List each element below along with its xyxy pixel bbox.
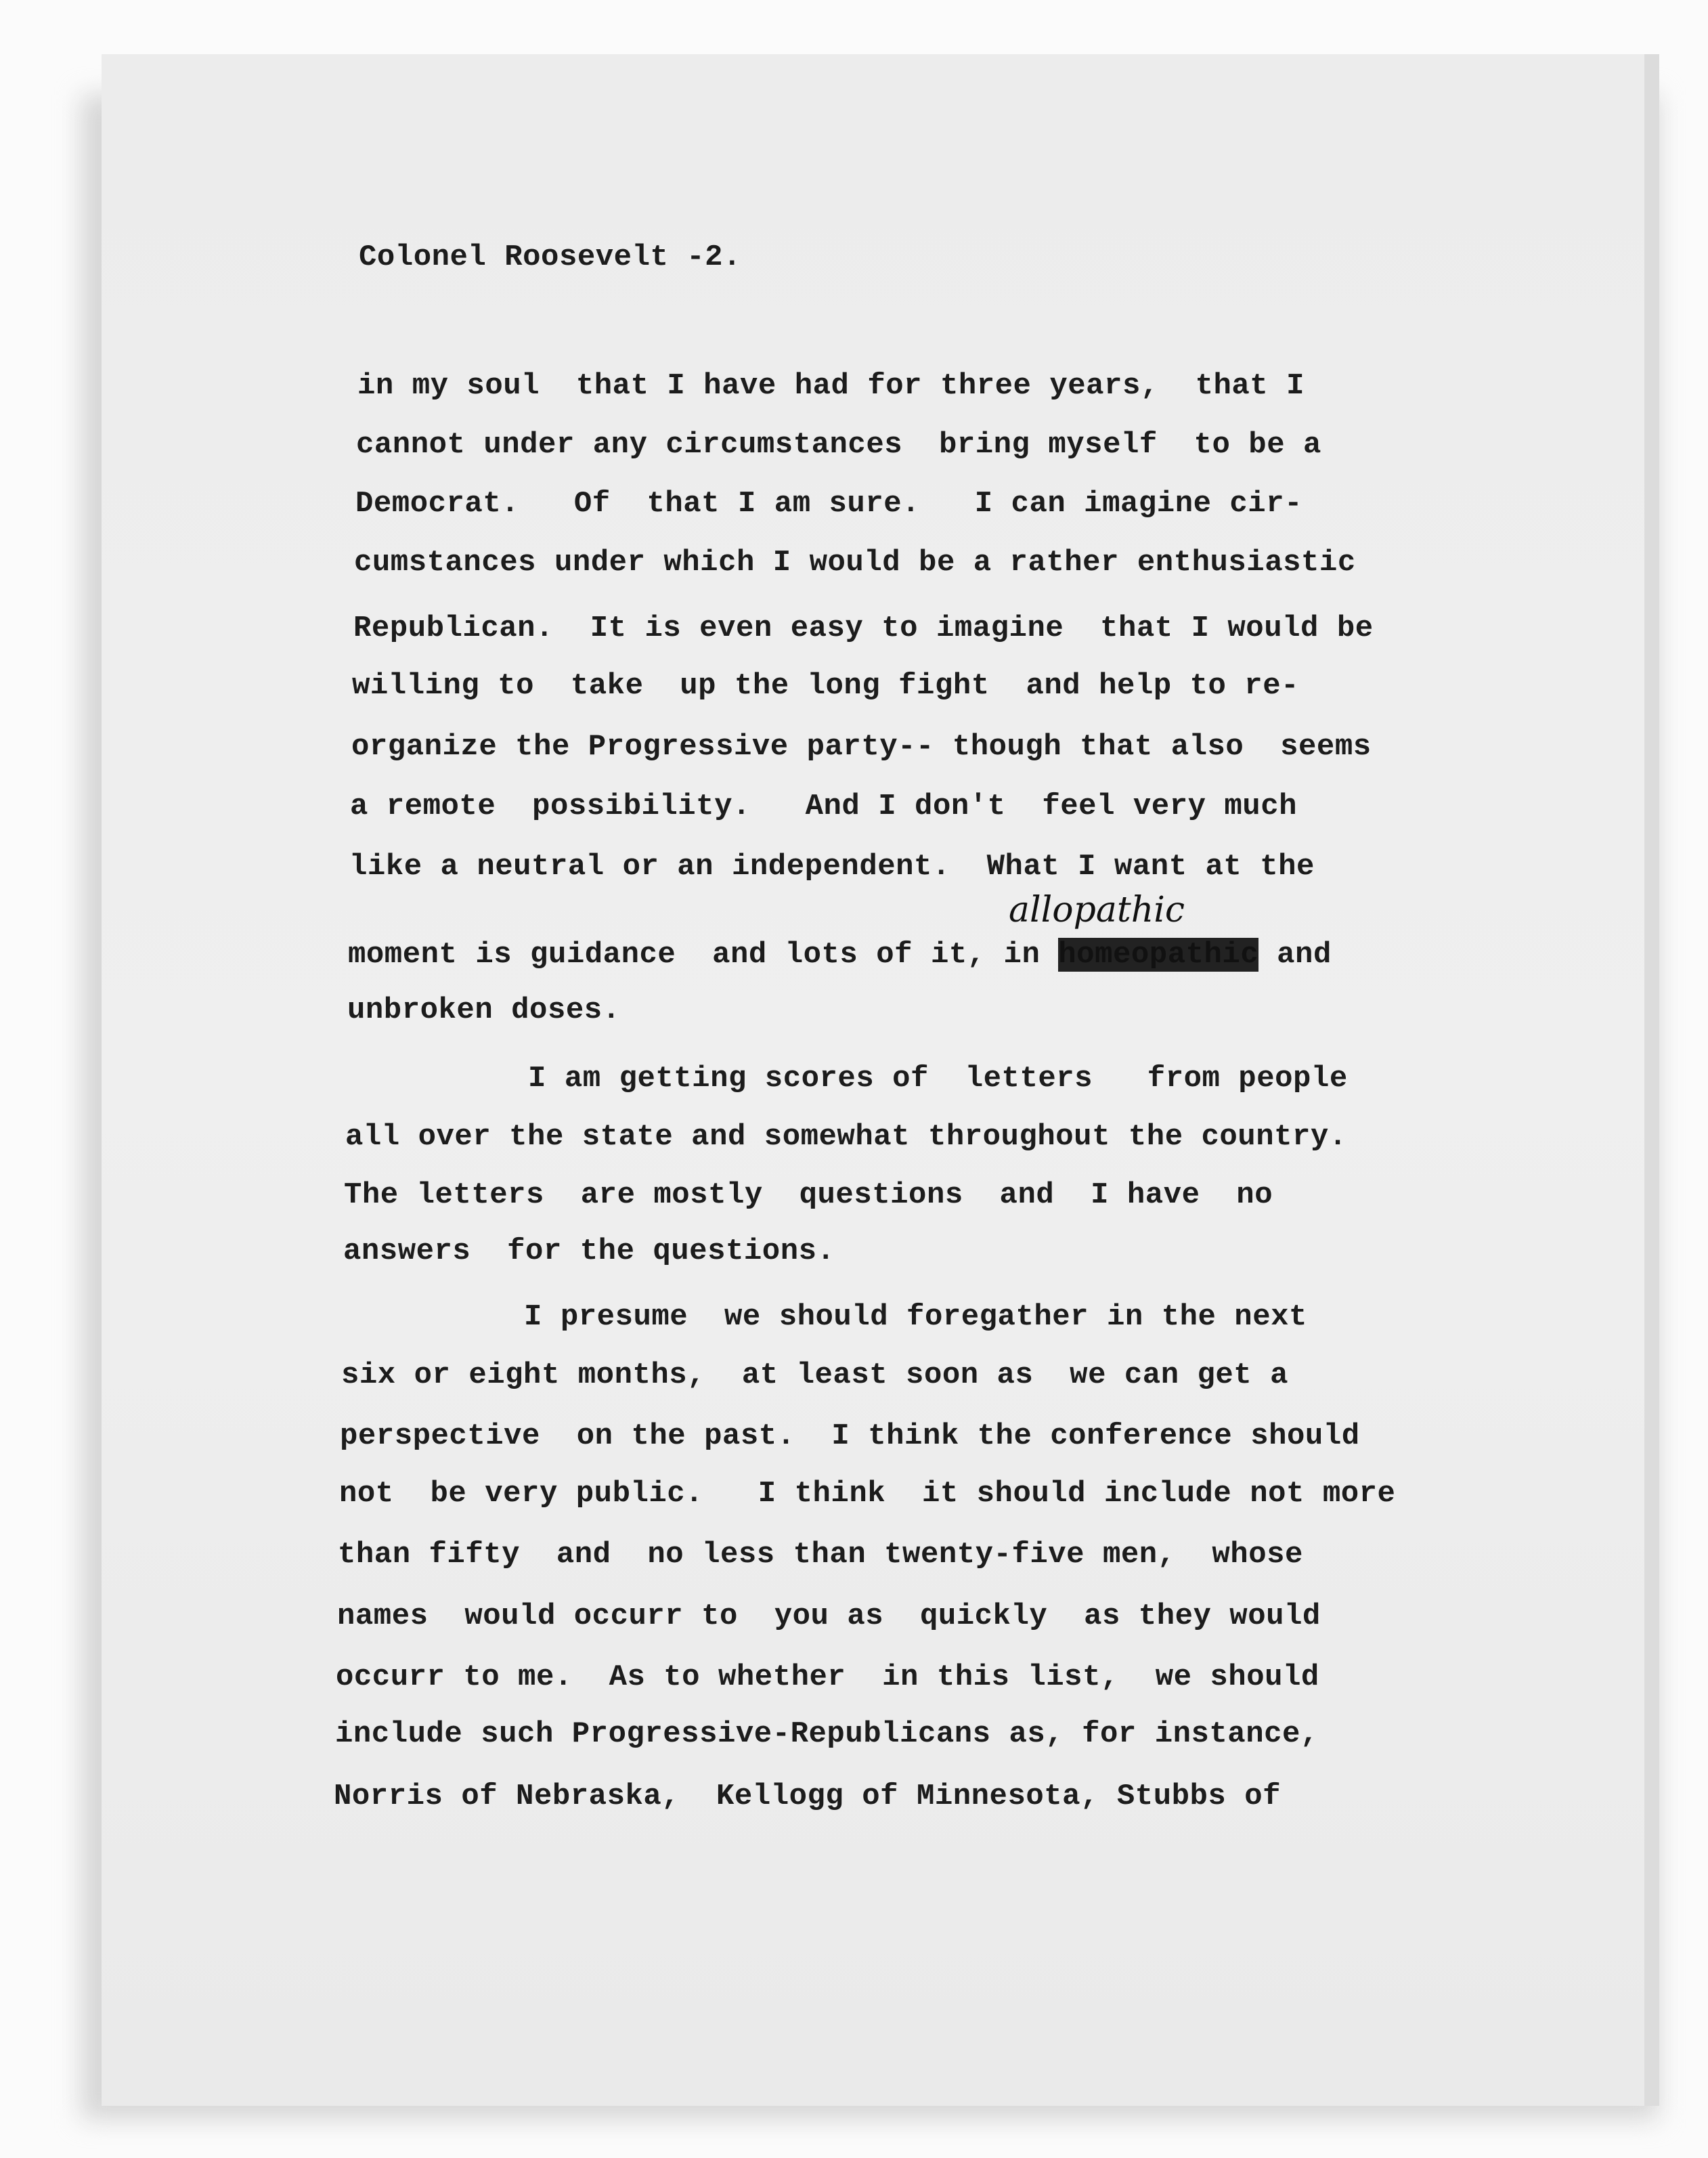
text-line: occurr to me. As to whether in this list, we should bbox=[336, 1660, 1319, 1694]
text-line: answers for the questions. bbox=[343, 1234, 835, 1268]
text-line: all over the state and somewhat throughout the country. bbox=[345, 1120, 1347, 1154]
handwritten-insertion: allopathic bbox=[1009, 890, 1185, 930]
text-line: names would occurr to you as quickly as they would bbox=[337, 1599, 1321, 1633]
text-line: unbroken doses. bbox=[347, 993, 621, 1027]
text-line: moment is guidance and lots of it, in homeopathic and bbox=[348, 938, 1332, 972]
text-line: organize the Progressive party-- though that also seems bbox=[351, 730, 1372, 764]
text-after-struck: and bbox=[1258, 938, 1332, 972]
letter-header: Colonel Roosevelt -2. bbox=[359, 240, 741, 274]
text-line: The letters are mostly questions and I have no bbox=[344, 1178, 1273, 1212]
text-line: I presume we should foregather in the next bbox=[342, 1300, 1307, 1334]
text-line: I am getting scores of letters from people bbox=[346, 1062, 1348, 1096]
text-line: in my soul that I have had for three years, that I bbox=[357, 369, 1305, 403]
text-line: willing to take up the long fight and help to re- bbox=[352, 669, 1300, 703]
text-line: perspective on the past. I think the conference should bbox=[340, 1419, 1360, 1453]
text-line: cumstances under which I would be a rather enthusiastic bbox=[354, 546, 1356, 580]
text-line: than fifty and no less than twenty-five men, whose bbox=[338, 1538, 1303, 1572]
text-line: Republican. It is even easy to imagine that I would be bbox=[353, 611, 1374, 645]
text-line: like a neutral or an independent. What I want at the bbox=[349, 850, 1315, 884]
page-edge bbox=[1644, 54, 1659, 2106]
text-line: cannot under any circumstances bring myself to be a bbox=[356, 428, 1321, 462]
text-line: not be very public. I think it should include not more bbox=[339, 1477, 1396, 1511]
text-line: a remote possibility. And I don't feel very much bbox=[350, 790, 1298, 823]
text-line: six or eight months, at least soon as we can get a bbox=[341, 1358, 1289, 1392]
text-line: Norris of Nebraska, Kellogg of Minnesota, Stubbs of bbox=[334, 1779, 1282, 1813]
struck-word: homeopathic bbox=[1058, 938, 1259, 972]
text-line: include such Progressive-Republicans as, for instance, bbox=[335, 1717, 1319, 1751]
text-line: Democrat. Of that I am sure. I can imagine cir- bbox=[355, 487, 1303, 521]
